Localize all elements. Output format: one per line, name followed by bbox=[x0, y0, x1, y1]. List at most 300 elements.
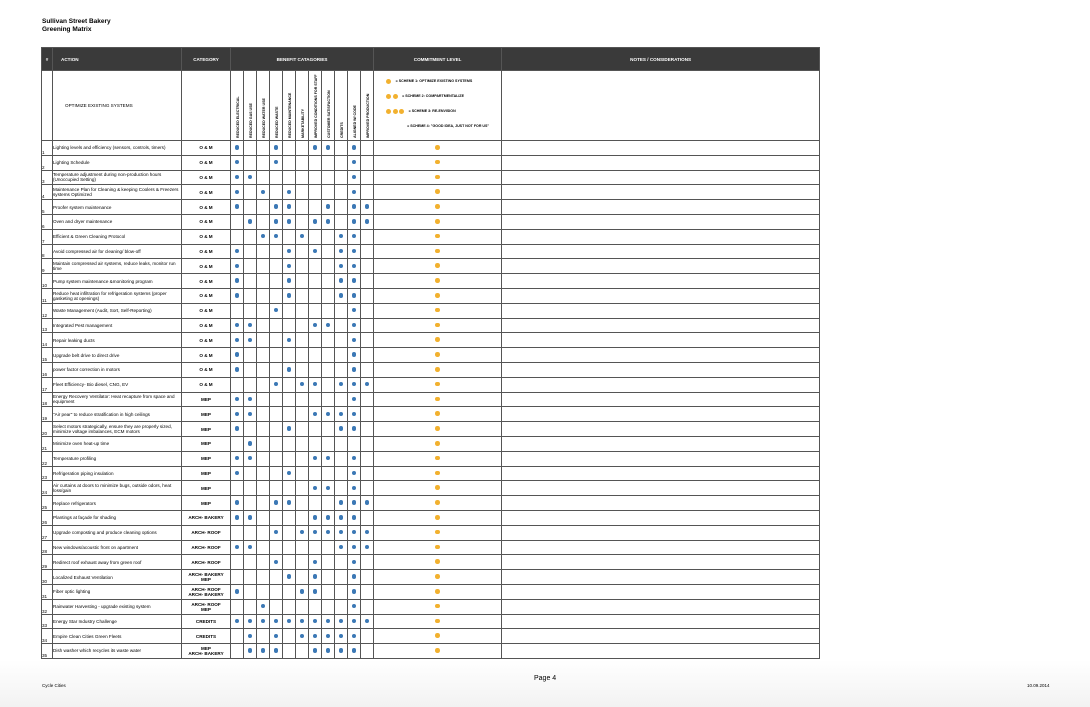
benefit-dot-icon bbox=[352, 515, 356, 519]
benefit-cell bbox=[244, 629, 257, 644]
action-cell: Integrated Pest management bbox=[53, 318, 182, 333]
category-label: MEP bbox=[201, 411, 211, 417]
commitment-dot-icon bbox=[435, 471, 440, 476]
row-number: 3 bbox=[42, 170, 53, 185]
benefit-cell bbox=[257, 584, 270, 599]
num-column-header: # bbox=[42, 48, 53, 71]
section-num-cell bbox=[42, 71, 53, 141]
benefit-cell bbox=[244, 214, 257, 229]
benefit-cell bbox=[335, 570, 348, 585]
benefit-cell bbox=[361, 584, 374, 599]
benefit-cell bbox=[309, 333, 322, 348]
benefit-cell bbox=[244, 200, 257, 215]
benefit-cell bbox=[361, 288, 374, 303]
benefit-cell bbox=[231, 614, 244, 629]
benefit-cell bbox=[244, 244, 257, 259]
benefit-cell bbox=[270, 540, 283, 555]
benefit-cell bbox=[270, 259, 283, 274]
benefit-cell bbox=[335, 436, 348, 451]
document-header bbox=[42, 18, 111, 34]
commitment-dot-icon bbox=[435, 559, 440, 564]
row-number: 4 bbox=[42, 185, 53, 200]
benefit-cell bbox=[296, 407, 309, 422]
benefit-cell bbox=[322, 629, 335, 644]
benefit-cell bbox=[361, 200, 374, 215]
commitment-legend bbox=[374, 71, 502, 141]
benefit-cell bbox=[296, 629, 309, 644]
category-label: O & M bbox=[199, 145, 213, 151]
benefit-cell bbox=[309, 274, 322, 289]
benefit-cell bbox=[335, 466, 348, 481]
benefit-cell bbox=[231, 377, 244, 392]
benefit-cell bbox=[231, 525, 244, 540]
benefit-dot-icon bbox=[235, 515, 239, 519]
category-cell bbox=[182, 333, 231, 348]
benefit-cell bbox=[322, 274, 335, 289]
benefit-cell bbox=[244, 525, 257, 540]
benefit-cell bbox=[270, 170, 283, 185]
benefit-cell bbox=[361, 481, 374, 496]
benefit-cell bbox=[283, 288, 296, 303]
benefit-dot-icon bbox=[274, 382, 278, 386]
benefit-category-header bbox=[361, 71, 374, 141]
benefit-cell bbox=[348, 629, 361, 644]
benefit-column-header: BENEFIT CATAGORIES bbox=[231, 48, 374, 71]
benefit-cell bbox=[322, 200, 335, 215]
row-number: 24 bbox=[42, 481, 53, 496]
benefit-cell bbox=[244, 229, 257, 244]
notes-cell bbox=[502, 644, 820, 659]
category-cell bbox=[182, 377, 231, 392]
benefit-dot-icon bbox=[274, 634, 278, 638]
benefit-cell bbox=[322, 170, 335, 185]
benefit-cell bbox=[231, 259, 244, 274]
category-label: O & M bbox=[199, 352, 213, 358]
benefit-dot-icon bbox=[326, 515, 330, 519]
benefit-dot-icon bbox=[248, 441, 252, 445]
benefit-cell bbox=[309, 481, 322, 496]
benefit-cell bbox=[348, 170, 361, 185]
benefit-cell bbox=[296, 422, 309, 437]
benefit-dot-icon bbox=[235, 338, 239, 342]
benefit-cell bbox=[296, 481, 309, 496]
category-cell bbox=[182, 259, 231, 274]
notes-cell bbox=[502, 584, 820, 599]
benefit-cell bbox=[322, 436, 335, 451]
category-cell bbox=[182, 496, 231, 511]
benefit-dot-icon bbox=[287, 500, 291, 504]
action-cell: Temperature adjustment during non-production hours (Unoccupied Setting) bbox=[53, 170, 182, 185]
notes-cell bbox=[502, 422, 820, 437]
category-cell bbox=[182, 170, 231, 185]
benefit-cell bbox=[244, 614, 257, 629]
table-row bbox=[42, 362, 820, 377]
category-cell bbox=[182, 422, 231, 437]
legend-item bbox=[386, 109, 456, 114]
action-cell: Minimize oven heat-up time bbox=[53, 436, 182, 451]
benefit-cell bbox=[361, 259, 374, 274]
benefit-cell bbox=[231, 584, 244, 599]
category-label: MEP bbox=[201, 456, 211, 462]
notes-cell bbox=[502, 259, 820, 274]
benefit-dot-icon bbox=[274, 308, 278, 312]
benefit-dot-icon bbox=[287, 426, 291, 430]
benefit-cell bbox=[257, 555, 270, 570]
benefit-dot-icon bbox=[287, 367, 291, 371]
benefit-cell bbox=[335, 407, 348, 422]
commitment-dot-icon bbox=[435, 619, 440, 624]
benefit-cell bbox=[296, 348, 309, 363]
notes-cell bbox=[502, 481, 820, 496]
benefit-cell bbox=[296, 466, 309, 481]
benefit-cell bbox=[283, 348, 296, 363]
benefit-cell bbox=[296, 259, 309, 274]
benefit-cell bbox=[361, 185, 374, 200]
table-row bbox=[42, 540, 820, 555]
benefit-cell bbox=[283, 170, 296, 185]
commitment-cell bbox=[374, 570, 502, 585]
table-row bbox=[42, 259, 820, 274]
action-cell: New windows/acoustic front on apartment bbox=[53, 540, 182, 555]
commitment-dot-icon bbox=[435, 189, 440, 194]
benefit-cell bbox=[283, 422, 296, 437]
benefit-dot-icon bbox=[261, 604, 265, 608]
benefit-cell bbox=[348, 510, 361, 525]
benefit-dot-icon bbox=[235, 249, 239, 253]
benefit-cell bbox=[270, 614, 283, 629]
benefit-cell bbox=[257, 348, 270, 363]
benefit-cell bbox=[283, 362, 296, 377]
benefit-cell bbox=[361, 614, 374, 629]
benefit-dot-icon bbox=[326, 412, 330, 416]
benefit-dot-icon bbox=[326, 634, 330, 638]
commitment-dot-icon bbox=[435, 249, 440, 254]
category-label: MEP bbox=[201, 485, 211, 491]
category-label: O & M bbox=[199, 293, 213, 299]
benefit-cell bbox=[322, 392, 335, 407]
benefit-dot-icon bbox=[352, 278, 356, 282]
row-number: 28 bbox=[42, 540, 53, 555]
benefit-category-label: ALIGNED W/ CODE bbox=[353, 105, 357, 138]
benefit-cell bbox=[335, 614, 348, 629]
row-number: 15 bbox=[42, 348, 53, 363]
row-number: 6 bbox=[42, 214, 53, 229]
benefit-dot-icon bbox=[339, 515, 343, 519]
benefit-dot-icon bbox=[274, 160, 278, 164]
benefit-cell bbox=[231, 348, 244, 363]
benefit-dot-icon bbox=[287, 190, 291, 194]
benefit-cell bbox=[322, 481, 335, 496]
commitment-cell bbox=[374, 170, 502, 185]
benefit-cell bbox=[231, 288, 244, 303]
benefit-cell bbox=[270, 214, 283, 229]
benefit-dot-icon bbox=[235, 190, 239, 194]
benefit-cell bbox=[283, 141, 296, 156]
benefit-cell bbox=[231, 214, 244, 229]
commitment-dot-icon bbox=[435, 515, 440, 520]
benefit-dot-icon bbox=[352, 190, 356, 194]
benefit-cell bbox=[322, 570, 335, 585]
benefit-dot-icon bbox=[365, 619, 369, 623]
benefit-cell bbox=[348, 274, 361, 289]
benefit-cell bbox=[322, 362, 335, 377]
benefit-cell bbox=[231, 333, 244, 348]
category-label: O & M bbox=[199, 308, 213, 314]
benefit-cell bbox=[322, 348, 335, 363]
category-label: O & M bbox=[199, 322, 213, 328]
table-row bbox=[42, 392, 820, 407]
action-cell: Air curtains at doors to minimize bugs, outside odors, heat loss/gain bbox=[53, 481, 182, 496]
commitment-cell bbox=[374, 333, 502, 348]
notes-cell bbox=[502, 629, 820, 644]
benefit-cell bbox=[296, 214, 309, 229]
benefit-cell bbox=[348, 407, 361, 422]
commitment-cell bbox=[374, 525, 502, 540]
category-cell bbox=[182, 555, 231, 570]
action-cell: power factor correction in motors bbox=[53, 362, 182, 377]
legend-label: = SCHEME 1: OPTIMIZE EXISTING SYSTEMS bbox=[395, 79, 473, 83]
row-number: 11 bbox=[42, 288, 53, 303]
benefit-dot-icon bbox=[235, 293, 239, 297]
benefit-cell bbox=[231, 185, 244, 200]
commitment-cell bbox=[374, 510, 502, 525]
benefit-cell bbox=[361, 377, 374, 392]
category-cell bbox=[182, 525, 231, 540]
benefit-cell bbox=[309, 244, 322, 259]
benefit-dot-icon bbox=[235, 589, 239, 593]
benefit-dot-icon bbox=[352, 426, 356, 430]
benefit-cell bbox=[257, 318, 270, 333]
benefit-cell bbox=[270, 599, 283, 614]
action-cell: Oven and dryer maintenance bbox=[53, 214, 182, 229]
benefit-cell bbox=[257, 392, 270, 407]
benefit-cell bbox=[231, 362, 244, 377]
benefit-cell bbox=[322, 318, 335, 333]
row-number: 20 bbox=[42, 422, 53, 437]
benefit-dot-icon bbox=[235, 160, 239, 164]
benefit-category-header bbox=[296, 71, 309, 141]
benefit-cell bbox=[361, 318, 374, 333]
benefit-cell bbox=[244, 288, 257, 303]
category-cell bbox=[182, 318, 231, 333]
commitment-dot-icon bbox=[435, 367, 440, 372]
benefit-cell bbox=[348, 288, 361, 303]
benefit-cell bbox=[335, 377, 348, 392]
benefit-dot-icon bbox=[313, 515, 317, 519]
benefit-cell bbox=[231, 244, 244, 259]
benefit-cell bbox=[231, 629, 244, 644]
benefit-cell bbox=[296, 318, 309, 333]
benefit-dot-icon bbox=[235, 145, 239, 149]
benefit-cell bbox=[348, 185, 361, 200]
benefit-cell bbox=[322, 333, 335, 348]
row-number: 23 bbox=[42, 466, 53, 481]
category-label: O & M bbox=[199, 382, 213, 388]
benefit-cell bbox=[335, 303, 348, 318]
benefit-cell bbox=[244, 259, 257, 274]
commitment-cell bbox=[374, 584, 502, 599]
benefit-cell bbox=[231, 141, 244, 156]
action-cell: Redirect roof exhaust away from green roof bbox=[53, 555, 182, 570]
benefit-cell bbox=[270, 407, 283, 422]
table-row bbox=[42, 348, 820, 363]
benefit-cell bbox=[296, 496, 309, 511]
benefit-dot-icon bbox=[248, 338, 252, 342]
commitment-cell bbox=[374, 274, 502, 289]
benefit-cell bbox=[231, 318, 244, 333]
benefit-cell bbox=[348, 525, 361, 540]
benefit-cell bbox=[244, 333, 257, 348]
benefit-cell bbox=[283, 436, 296, 451]
benefit-cell bbox=[257, 451, 270, 466]
benefit-dot-icon bbox=[235, 278, 239, 282]
benefit-cell bbox=[335, 200, 348, 215]
benefit-cell bbox=[244, 644, 257, 659]
commitment-column-header: COMMITMENT LEVEL bbox=[374, 48, 502, 71]
benefit-cell bbox=[348, 614, 361, 629]
commitment-dot-icon bbox=[435, 633, 440, 638]
action-cell: Maintenance Plan for Cleaning & keeping Coolers & Freezers systems Optimized bbox=[53, 185, 182, 200]
table-row bbox=[42, 407, 820, 422]
benefit-cell bbox=[270, 510, 283, 525]
benefit-cell bbox=[283, 644, 296, 659]
benefit-dot-icon bbox=[352, 560, 356, 564]
benefit-dot-icon bbox=[326, 323, 330, 327]
benefit-cell bbox=[309, 170, 322, 185]
benefit-cell bbox=[335, 229, 348, 244]
benefit-cell bbox=[244, 599, 257, 614]
benefit-cell bbox=[270, 525, 283, 540]
benefit-dot-icon bbox=[274, 204, 278, 208]
benefit-dot-icon bbox=[339, 530, 343, 534]
benefit-dot-icon bbox=[339, 293, 343, 297]
benefit-dot-icon bbox=[313, 634, 317, 638]
benefit-dot-icon bbox=[365, 219, 369, 223]
category-label: ARCH- BAKERY bbox=[188, 572, 224, 577]
benefit-cell bbox=[270, 644, 283, 659]
benefit-cell bbox=[322, 422, 335, 437]
benefit-cell bbox=[244, 318, 257, 333]
legend-label: = SCHEME 2: COMPARTMENTALIZE bbox=[402, 94, 465, 98]
benefit-cell bbox=[322, 555, 335, 570]
benefit-dot-icon bbox=[339, 500, 343, 504]
benefit-cell bbox=[270, 155, 283, 170]
benefit-dot-icon bbox=[261, 190, 265, 194]
benefit-cell bbox=[361, 644, 374, 659]
benefit-dot-icon bbox=[248, 175, 252, 179]
benefit-dot-icon bbox=[365, 545, 369, 549]
table-row bbox=[42, 155, 820, 170]
benefit-dot-icon bbox=[313, 619, 317, 623]
benefit-cell bbox=[270, 318, 283, 333]
category-label: MEP bbox=[201, 500, 211, 506]
benefit-cell bbox=[309, 422, 322, 437]
benefit-dot-icon bbox=[326, 456, 330, 460]
benefit-cell bbox=[361, 540, 374, 555]
benefit-cell bbox=[361, 274, 374, 289]
category-label: ARCH- BAKERY bbox=[188, 650, 224, 656]
benefit-cell bbox=[309, 436, 322, 451]
commitment-dot-icon bbox=[393, 94, 398, 99]
benefit-cell bbox=[231, 644, 244, 659]
category-label: CREDITS bbox=[195, 633, 217, 639]
action-column-header: ACTION bbox=[53, 48, 182, 71]
notes-cell bbox=[502, 525, 820, 540]
benefit-dot-icon bbox=[352, 486, 356, 490]
commitment-cell bbox=[374, 362, 502, 377]
benefit-cell bbox=[270, 496, 283, 511]
benefit-category-header bbox=[335, 71, 348, 141]
benefit-dot-icon bbox=[313, 145, 317, 149]
table-row bbox=[42, 584, 820, 599]
category-label: ARCH- ROOF bbox=[191, 544, 221, 550]
benefit-dot-icon bbox=[313, 323, 317, 327]
benefit-cell bbox=[283, 333, 296, 348]
legend-label: = SCHEME 3: RE-ENVISION bbox=[408, 109, 456, 113]
benefit-category-label: REDUCED ELECTRICAL bbox=[236, 96, 240, 138]
benefit-cell bbox=[283, 318, 296, 333]
row-number: 2 bbox=[42, 155, 53, 170]
benefit-dot-icon bbox=[235, 264, 239, 268]
benefit-cell bbox=[335, 629, 348, 644]
benefit-cell bbox=[335, 599, 348, 614]
benefit-dot-icon bbox=[313, 589, 317, 593]
benefit-dot-icon bbox=[339, 278, 343, 282]
benefit-cell bbox=[335, 348, 348, 363]
action-cell: Pump system maintenance &monitoring program bbox=[53, 274, 182, 289]
benefit-cell bbox=[322, 244, 335, 259]
benefit-cell bbox=[244, 274, 257, 289]
benefit-cell bbox=[283, 481, 296, 496]
commitment-dot-icon bbox=[435, 352, 440, 357]
notes-cell bbox=[502, 555, 820, 570]
benefit-cell bbox=[348, 466, 361, 481]
commitment-cell bbox=[374, 318, 502, 333]
benefit-cell bbox=[348, 333, 361, 348]
action-cell: Reduce heat infiltration for refrigeration systems (proper gasketing at openings) bbox=[53, 288, 182, 303]
benefit-cell bbox=[257, 525, 270, 540]
category-cell bbox=[182, 510, 231, 525]
benefit-cell bbox=[244, 570, 257, 585]
row-number: 13 bbox=[42, 318, 53, 333]
benefit-cell bbox=[257, 362, 270, 377]
notes-cell bbox=[502, 451, 820, 466]
benefit-dot-icon bbox=[300, 634, 304, 638]
benefit-cell bbox=[361, 214, 374, 229]
benefit-cell bbox=[296, 525, 309, 540]
benefit-cell bbox=[231, 303, 244, 318]
row-number: 1 bbox=[42, 141, 53, 156]
benefit-cell bbox=[283, 200, 296, 215]
category-cell bbox=[182, 348, 231, 363]
row-number: 26 bbox=[42, 510, 53, 525]
document-subtitle: Greening Matrix bbox=[42, 26, 92, 33]
benefit-dot-icon bbox=[287, 574, 291, 578]
benefit-cell bbox=[283, 496, 296, 511]
benefit-cell bbox=[322, 540, 335, 555]
benefit-dot-icon bbox=[352, 574, 356, 578]
benefit-cell bbox=[348, 141, 361, 156]
benefit-dot-icon bbox=[326, 530, 330, 534]
benefit-cell bbox=[361, 141, 374, 156]
benefit-cell bbox=[231, 510, 244, 525]
benefit-cell bbox=[296, 599, 309, 614]
benefit-cell bbox=[296, 540, 309, 555]
benefit-cell bbox=[231, 451, 244, 466]
benefit-dot-icon bbox=[352, 471, 356, 475]
benefit-cell bbox=[348, 155, 361, 170]
benefit-cell bbox=[348, 259, 361, 274]
